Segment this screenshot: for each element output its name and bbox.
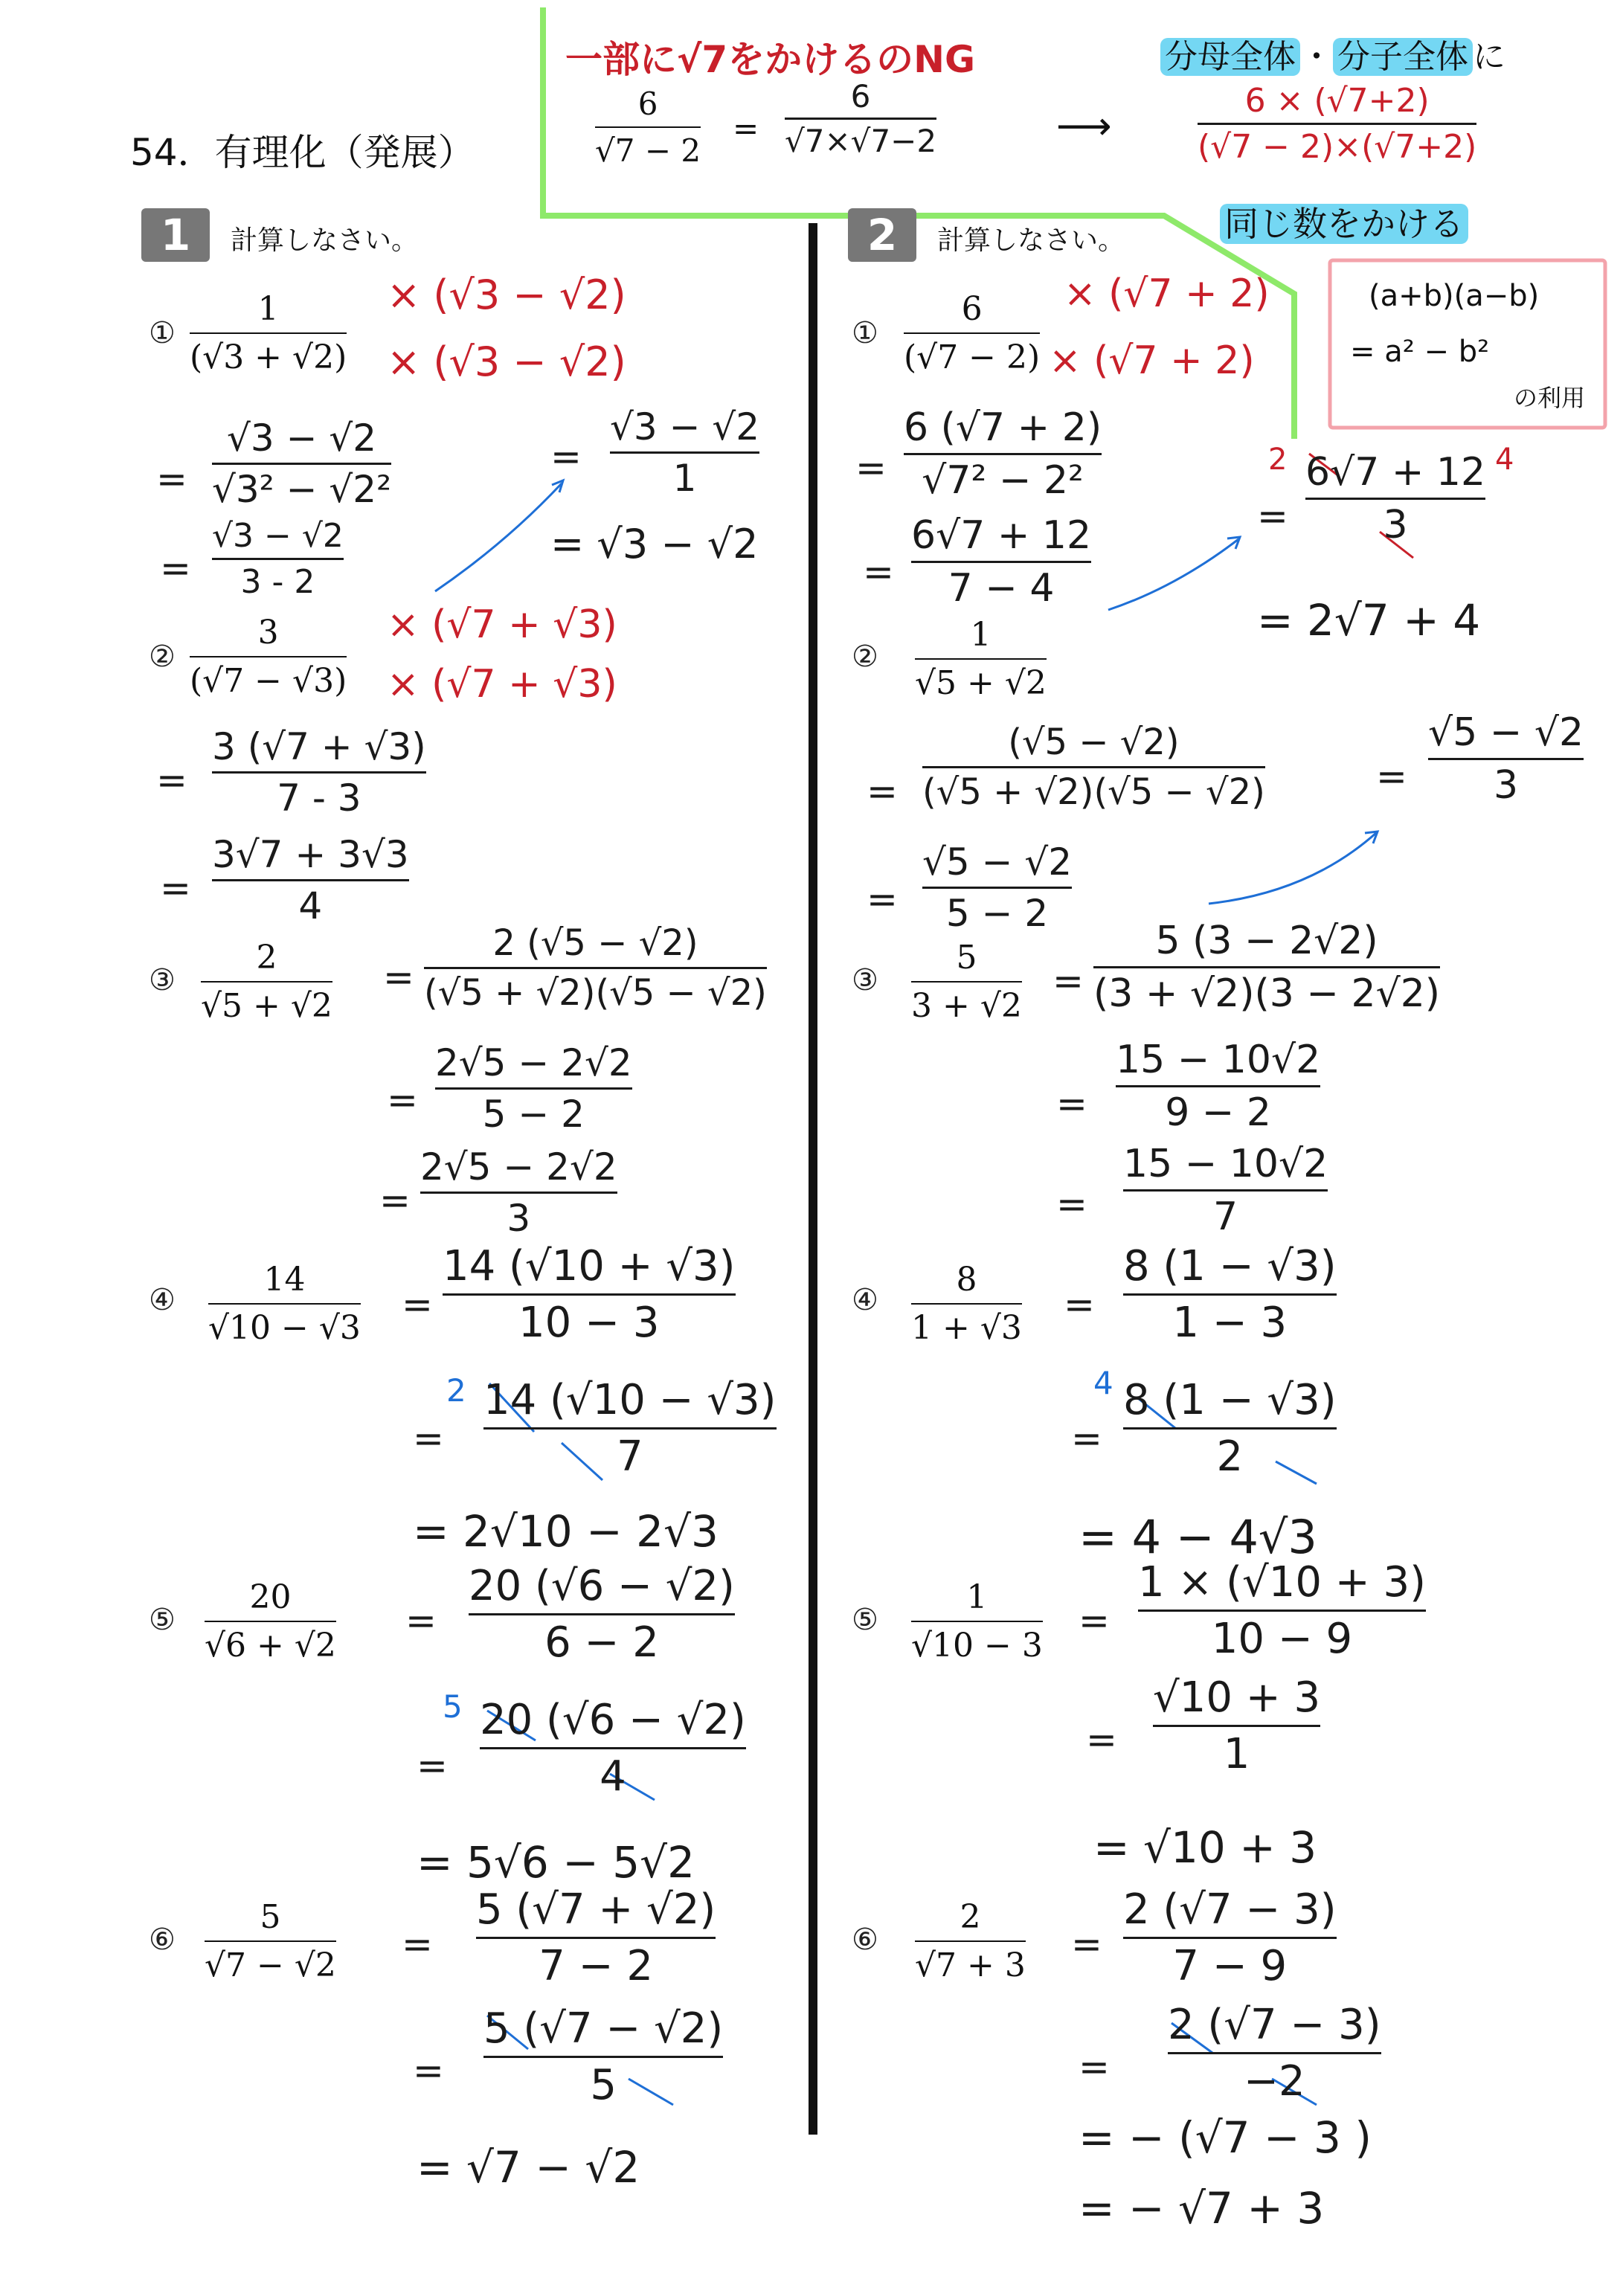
- problem-s2-6: 2 √7 + 3: [915, 1898, 1026, 1984]
- note-arrow: ⟶: [1056, 104, 1112, 149]
- problem-number: ②: [852, 640, 878, 674]
- note-example: 6 √7 − 2: [595, 86, 701, 169]
- work-step: 3 (√7 + √3) 7 - 3: [212, 725, 426, 820]
- work-result: = 2√10 − 2√3: [413, 1506, 719, 1557]
- page: 54．有理化（発展） 一部に√7をかけるのNG 6 √7 − 2 = 6 √7×√7−2 ⟶ 分母全体 ・ 分子全体 に 6 × (√7+2) (√7 − 2)×(√7+2) 同じ数をかける (a+b)(a−b) = a² − b² の利用 1 計算しなさい。 2 計算しなさい。 ① 1 (√3 + √2) × (√3 − √2) × (√3 − √2) = √3 − √2 √3² − √2² = √3 − √2 3 - 2 = √3 − √2 1 = √3 − √2 ② 3 (√7 − √3) × (√7 + √3) × (√7 + √3) = 3 (√7 + √3) 7 - 3 = 3√7 + 3√3 4 ③ 2 √5 + √2 = 2 (√5 − √2) (√5 + √2)(√5 − √2) = 2√5 − 2√2 5 − 2 = 2√5 − 2√2 3 ④ 14 √10 − √3 = 14 (√10 + √3) 10 − 3 2 = 14 (√10 − √3) 7 = 2√10 − 2√3 ⑤ 20 √6 + √2 = 20 (√6 − √2) 6 − 2 5 = 20 (√6 − √2) 4 = 5√6 − 5√2 ⑥ 5 √7 − √2 = 5 (√7 + √2) 7 − 2 = 5 (√7 − √2) 5 = √7 − √2 ① 6 (√7 − 2) × (√7 + 2) × (√7 + 2) = 6 (√7 + 2) √7² − 2² = 6√7 + 12 7 − 4 2 4 = 6√7 + 12 3 = 2√7 + 4 ② 1 √5 + √2 = (√5 − √2) (√5 + √2)(√5 − √2) = √5 − √2 5 − 2 = √5 − √2 3 ③ 5 3 + √2 = 5 (3 − 2√2) (3 + √2)(3 − 2√2) = 15 − 10√2 9 − 2 = 15 − 10√2 7 ④ 8 1 + √3 = 8 (1 − √3) 1 − 3 4 = 8 (1 − √3) 2 = 4 − 4√3 ⑤ 1 √10 − 3 = 1 × (√10 + 3) 10 − 9 = √10 + 3 1 = √10 + 3 ⑥ 2 √7 + 3 = 2 (√7 − 3) 7 − 9 = 2 (√7 − 3) −2 = − (√7 − 3 ) = − √7 + 3: [0, 0, 1623, 2296]
- note-wrong: 6 √7×√7−2: [785, 78, 937, 159]
- problem-s1-6: 5 √7 − √2: [205, 1898, 336, 1984]
- red-correction: 4: [1495, 443, 1514, 477]
- problem-number: ①: [149, 316, 176, 350]
- note-right: 6 × (√7+2) (√7 − 2)×(√7+2): [1198, 82, 1477, 166]
- work-step: 1 × (√10 + 3) 10 − 9: [1138, 1558, 1426, 1663]
- work-step: 8 (1 − √3) 1 − 3: [1123, 1242, 1337, 1347]
- work-step: 5 (√7 + √2) 7 − 2: [476, 1885, 716, 1990]
- blue-arrow-3: [1209, 833, 1376, 904]
- blue-arrow-2: [1108, 539, 1238, 610]
- red-multiplier: × (√7 + √3): [387, 602, 617, 647]
- work-step: √10 + 3 1: [1153, 1673, 1321, 1778]
- problem-number: ④: [852, 1283, 878, 1317]
- problem-number: ③: [149, 963, 176, 997]
- problem-number: ①: [852, 316, 878, 350]
- work-result: = √10 + 3: [1093, 1822, 1317, 1873]
- section-1-label: 計算しなさい。: [231, 225, 419, 256]
- problem-s1-3: 2 √5 + √2: [201, 939, 332, 1025]
- problem-number: ⑤: [852, 1603, 878, 1637]
- work-result: = √3 − √2: [550, 521, 759, 567]
- problem-s2-4: 8 1 + √3: [911, 1261, 1022, 1347]
- blue-arrow-1: [435, 483, 562, 591]
- page-title: 54．有理化（発展）: [130, 131, 475, 174]
- red-multiplier: × (√7 + 2): [1049, 338, 1255, 383]
- red-correction: 2: [1268, 443, 1288, 477]
- work-step: (√5 − √2) (√5 + √2)(√5 − √2): [922, 721, 1265, 813]
- work-step: 5 (√7 − √2) 5: [483, 2004, 724, 2109]
- work-step: 2√5 − 2√2 5 − 2: [435, 1041, 632, 1136]
- work-step: 6√7 + 12 7 − 4: [911, 513, 1092, 611]
- work-step: 15 − 10√2 9 − 2: [1116, 1038, 1321, 1135]
- problem-number: ④: [149, 1283, 176, 1317]
- work-result: = √7 − √2: [417, 2142, 640, 2193]
- problem-s2-1: 6 (√7 − 2): [904, 290, 1041, 376]
- work-step: √3 − √2 √3² − √2²: [212, 417, 392, 511]
- problem-s1-4: 14 √10 − √3: [208, 1261, 361, 1347]
- work-step: 6 (√7 + 2) √7² − 2²: [904, 405, 1102, 503]
- work-step: 3√7 + 3√3 4: [212, 833, 409, 927]
- work-step: 2 (√7 − 3) −2: [1168, 2001, 1381, 2106]
- work-result: = 4 − 4√3: [1079, 1510, 1317, 1564]
- work-step: 8 (1 − √3) 2: [1123, 1376, 1337, 1481]
- work-step: 20 (√6 − √2) 4: [480, 1696, 746, 1801]
- red-multiplier: × (√7 + 2): [1064, 271, 1270, 316]
- problem-s2-3: 5 3 + √2: [911, 939, 1022, 1025]
- note-highlight: 分母全体 ・ 分子全体 に: [1160, 30, 1505, 77]
- work-step: 15 − 10√2 7: [1123, 1142, 1328, 1239]
- problem-number: ⑥: [852, 1923, 878, 1957]
- formula-line1: (a+b)(a−b): [1369, 279, 1540, 313]
- work-step: 2√5 − 2√2 3: [420, 1145, 617, 1240]
- work-step: √5 − √2 5 − 2: [922, 840, 1073, 935]
- problem-s2-5: 1 √10 − 3: [911, 1578, 1043, 1665]
- problem-number: ⑥: [149, 1923, 176, 1957]
- work-result: = − (√7 − 3 ): [1079, 2112, 1372, 2163]
- blue-correction: 5: [443, 1688, 463, 1725]
- problem-s1-5: 20 √6 + √2: [205, 1578, 336, 1665]
- formula-line3: の利用: [1514, 384, 1586, 412]
- formula-line2: = a² − b²: [1350, 335, 1490, 369]
- red-multiplier: × (√3 − √2): [387, 338, 626, 385]
- work-result: = 5√6 − 5√2: [417, 1837, 695, 1888]
- work-step: √3 − √2 3 - 2: [212, 517, 344, 601]
- problem-s1-2: 3 (√7 − √3): [190, 614, 347, 700]
- problem-s2-2: 1 √5 + √2: [915, 616, 1047, 702]
- section-1-badge: 1: [141, 208, 210, 262]
- work-step: 20 (√6 − √2) 6 − 2: [469, 1562, 735, 1667]
- problem-number: ③: [852, 963, 878, 997]
- work-step: 2 (√7 − 3) 7 − 9: [1123, 1885, 1337, 1990]
- work-step: √5 − √2 3: [1428, 710, 1584, 808]
- red-multiplier: × (√7 + √3): [387, 662, 617, 707]
- work-step: 14 (√10 + √3) 10 − 3: [443, 1242, 736, 1347]
- section-2-badge: 2: [848, 208, 916, 262]
- note-ng: 一部に√7をかけるのNG: [565, 38, 976, 81]
- problem-s1-1: 1 (√3 + √2): [190, 290, 347, 376]
- work-step: 14 (√10 − √3) 7: [483, 1376, 777, 1481]
- work-result: = 2√7 + 4: [1257, 595, 1481, 646]
- work-step: √3 − √2 1: [610, 405, 760, 500]
- work-step: 2 (√5 − √2) (√5 + √2)(√5 − √2): [424, 922, 767, 1014]
- blue-correction: 2: [446, 1372, 466, 1409]
- section-2-label: 計算しなさい。: [937, 225, 1125, 256]
- note-same: 同じ数をかける: [1220, 197, 1468, 246]
- work-step: 6√7 + 12 3: [1305, 450, 1486, 547]
- problem-number: ⑤: [149, 1603, 176, 1637]
- blue-correction: 4: [1093, 1365, 1113, 1401]
- work-step: 5 (3 − 2√2) (3 + √2)(3 − 2√2): [1093, 919, 1441, 1016]
- note-eq: =: [733, 110, 759, 147]
- work-result: = − √7 + 3: [1079, 2183, 1325, 2234]
- red-multiplier: × (√3 − √2): [387, 271, 626, 318]
- problem-number: ②: [149, 640, 176, 674]
